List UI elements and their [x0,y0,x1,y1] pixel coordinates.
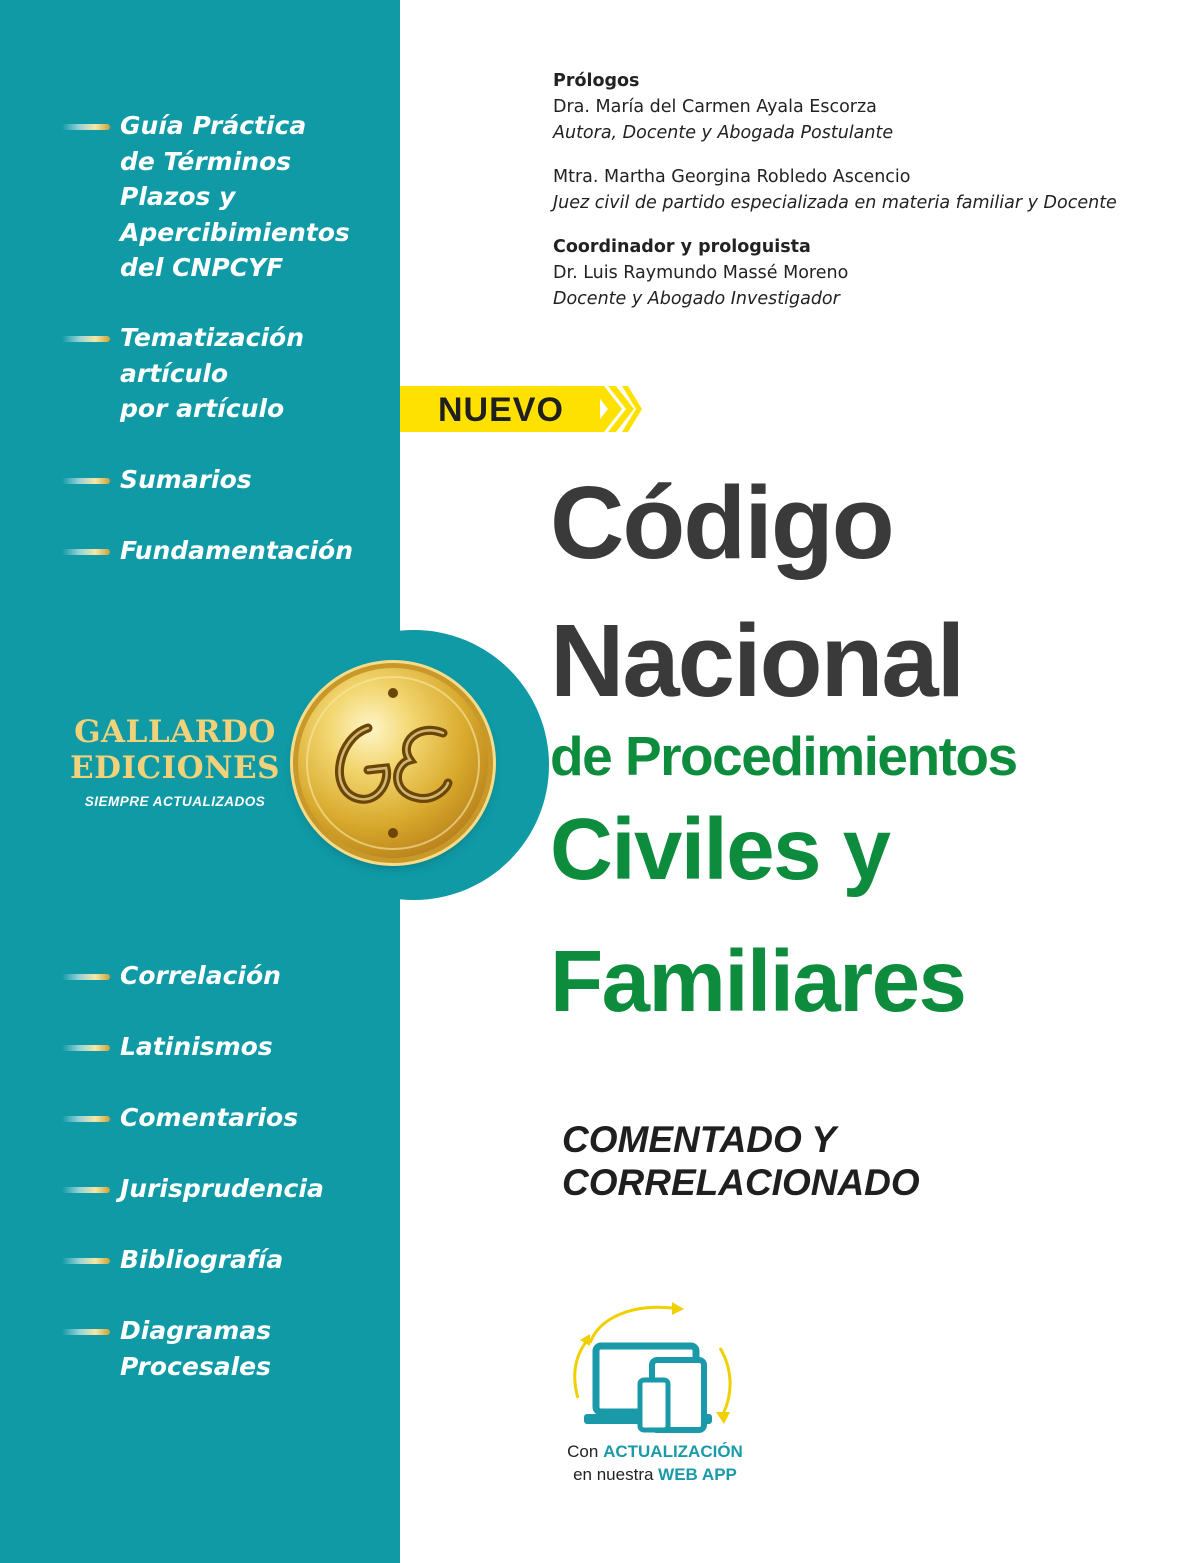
prologue-author-name: Mtra. Martha Georgina Robledo Ascencio [553,167,911,187]
ge-monogram-icon [298,668,488,858]
webapp-caption-highlight: ACTUALIZACIÓN [603,1442,743,1461]
book-subtitle: COMENTADO Y CORRELACIONADO [562,1119,920,1203]
gallardo-medallion-logo [298,668,488,858]
gold-bullet-icon [62,336,110,342]
feature-text: Bibliografía [120,1245,284,1274]
webapp-caption-middle: en nuestra [573,1465,654,1484]
feature-text: Latinismos [120,1032,273,1061]
prologos-heading: Prólogos [553,71,640,91]
book-title-line: de Procedimientos [550,725,1017,787]
feature-text: Comentarios [120,1103,299,1132]
feature-text: Diagramas Procesales [120,1316,272,1381]
feature-text: Sumarios [120,465,252,494]
book-title-line: Código [550,465,893,580]
book-title-line: Nacional [550,603,964,718]
feature-text: Correlación [120,961,281,990]
prologue-author-role: Juez civil de partido especializada en materia familiar y Docente [553,193,1117,213]
gold-bullet-icon [62,478,110,484]
publisher-name: GALLARDO EDICIONES [69,714,281,786]
gold-bullet-icon [62,549,110,555]
feature-text: Jurisprudencia [120,1174,324,1203]
coordinator-role: Docente y Abogado Investigador [553,289,840,309]
gold-bullet-icon [62,1329,110,1335]
coordinator-credit [553,234,1173,312]
prologue-author-name: Dra. María del Carmen Ayala Escorza [553,97,877,117]
gold-bullet-icon [62,1187,110,1193]
webapp-caption-prefix: Con [567,1442,599,1461]
gold-bullet-icon [62,1258,110,1264]
webapp-caption [540,1440,770,1486]
publisher-tagline: SIEMPRE ACTUALIZADOS [84,794,266,809]
feature-text: Guía Práctica de Términos Plazos y Apercibimientos del CNPCYF [120,111,350,282]
devices-sync-icon [560,1298,750,1438]
chevron-arrows-icon [590,386,642,432]
coordinator-name: Dr. Luis Raymundo Massé Moreno [553,263,849,283]
feature-text: Fundamentación [120,536,354,565]
prologue-author-role: Autora, Docente y Abogada Postulante [553,123,894,143]
webapp-caption-highlight: WEB APP [658,1465,737,1484]
coordinator-heading: Coordinador y prologuista [553,237,811,257]
prologue-credit [553,164,1173,216]
gold-bullet-icon [62,1116,110,1122]
book-title-line: Familiares [550,933,966,1030]
book-title-line: Civiles y [550,801,890,898]
publisher-brand [40,714,310,809]
gold-bullet-icon [62,974,110,980]
gold-bullet-icon [62,1045,110,1051]
gold-bullet-icon [62,124,110,130]
credits-block [553,68,1173,330]
feature-text: Tematización artículo por artículo [120,323,305,423]
prologue-credit [553,68,1173,146]
new-banner-label: NUEVO [438,391,564,429]
